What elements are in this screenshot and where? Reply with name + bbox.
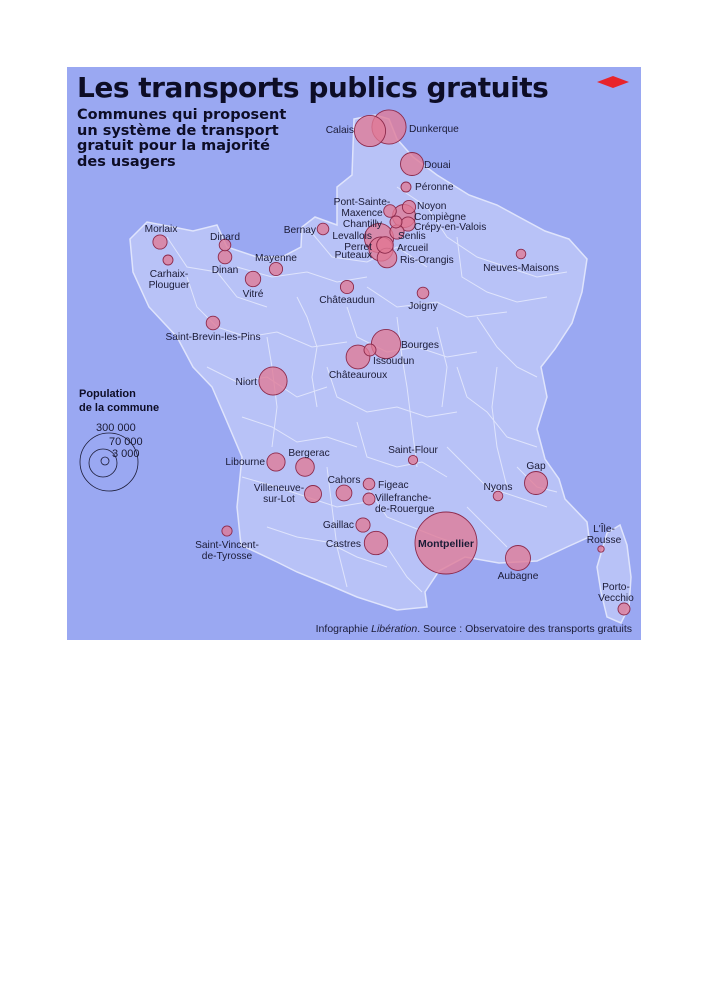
city-label-dinard: Dinard	[209, 232, 241, 243]
legend-circle-small	[101, 457, 109, 465]
city-marker-douai	[401, 153, 424, 176]
city-label-aubagne: Aubagne	[497, 571, 539, 582]
city-marker-vitre	[245, 271, 260, 286]
city-marker-aubagne	[506, 546, 531, 571]
city-label-calais: Calais	[325, 125, 354, 136]
city-marker-gap	[525, 472, 548, 495]
legend-value-300000: 300 000	[96, 422, 136, 434]
credit-prefix: Infographie	[315, 623, 372, 635]
city-label-figeac: Figeac	[378, 480, 409, 491]
city-label-libourne: Libourne	[225, 457, 265, 468]
city-label-puteaux: Puteaux	[334, 250, 372, 261]
credit-publisher: Libération	[371, 623, 418, 635]
city-label-peronne: Péronne	[415, 182, 454, 193]
city-label-bourges: Bourges	[401, 340, 439, 351]
legend-title-line: Population	[79, 388, 136, 400]
city-label-morlaix: Morlaix	[144, 224, 178, 235]
city-label-noyon: Noyon	[417, 201, 447, 212]
city-marker-bourges	[371, 329, 400, 358]
city-label-compiegne: Compiègne	[414, 212, 467, 223]
city-label-gap: Gap	[526, 461, 546, 472]
city-label-ris-orangis: Ris-Orangis	[400, 255, 454, 266]
city-label-pont-sainte-maxence: Pont-Sainte-Maxence	[333, 197, 391, 219]
city-marker-gaillac	[356, 518, 370, 532]
subtitle-line: gratuit pour la majorité	[77, 138, 270, 154]
city-marker-neuves-maisons	[516, 249, 526, 259]
city-marker-dinan	[218, 250, 232, 264]
city-label-saint-flour: Saint-Flour	[388, 445, 438, 456]
subtitle-line: Communes qui proposent	[77, 107, 287, 123]
city-marker-issoudun	[364, 344, 376, 356]
city-marker-figeac	[363, 478, 375, 490]
city-marker-arcueil	[377, 237, 394, 254]
city-label-mayenne: Mayenne	[255, 253, 297, 264]
city-label-l-ile-rousse: L'Île-Rousse	[586, 524, 622, 546]
city-label-nyons: Nyons	[483, 482, 513, 493]
city-label-niort: Niort	[235, 377, 257, 388]
city-label-dinan: Dinan	[211, 265, 239, 276]
city-marker-villefranche-de-rouergue	[363, 493, 375, 505]
credit-suffix: . Source : Observatoire des transports gratuits	[417, 623, 632, 635]
city-marker-carhaix-plouguer	[163, 255, 173, 265]
subtitle-line: un système de transport	[77, 122, 279, 139]
city-marker-chantilly	[390, 216, 402, 228]
city-marker-saint-flour	[408, 455, 417, 464]
city-label-castres: Castres	[325, 539, 361, 550]
city-marker-joigny	[417, 287, 429, 299]
city-label-chantilly: Chantilly	[342, 219, 382, 230]
subtitle-line: des usagers	[77, 153, 176, 170]
city-label-bernay: Bernay	[283, 225, 316, 236]
city-label-porto-vecchio: Porto-Vecchio	[598, 582, 634, 604]
city-marker-libourne	[267, 453, 285, 471]
city-label-montpellier: Montpellier	[417, 538, 475, 550]
map-panel	[67, 67, 641, 640]
city-label-dunkerque: Dunkerque	[409, 124, 459, 135]
city-label-arcueil: Arcueil	[397, 243, 429, 254]
legend-value-70000: 70 000	[109, 436, 143, 448]
city-label-douai: Douai	[424, 160, 451, 171]
city-marker-niort	[259, 367, 287, 395]
city-marker-castres	[364, 531, 387, 554]
city-marker-l-ile-rousse	[598, 546, 604, 552]
page-title: Les transports publics gratuits	[77, 71, 549, 104]
legend-title-line: de la commune	[79, 402, 160, 414]
city-label-villeneuve-sur-lot: Villeneuve-sur-Lot	[253, 483, 305, 505]
city-marker-chateaudun	[340, 280, 353, 293]
city-label-gaillac: Gaillac	[322, 520, 354, 531]
city-marker-bernay	[317, 223, 329, 235]
city-marker-peronne	[401, 182, 411, 192]
city-label-villefranche-de-rouergue: Villefranche-de-Rouergue	[375, 493, 435, 515]
city-marker-mayenne	[269, 262, 282, 275]
city-label-carhaix-plouguer: Carhaix-Plouguer	[148, 269, 190, 291]
city-marker-saint-brevin-les-pins	[206, 316, 220, 330]
city-label-neuves-maisons: Neuves-Maisons	[483, 263, 559, 274]
city-label-vitre: Vitré	[242, 289, 264, 300]
city-label-levallois-perret: Levallois Perret	[332, 231, 372, 253]
city-label-cahors: Cahors	[327, 475, 361, 486]
city-label-bergerac: Bergerac	[288, 448, 330, 459]
city-label-saint-brevin-les-pins: Saint-Brevin-les-Pins	[165, 332, 261, 343]
city-marker-calais	[354, 115, 385, 146]
city-marker-villeneuve-sur-lot	[305, 486, 322, 503]
legend-value-3000: 3 000	[112, 448, 140, 460]
city-label-chateaudun: Châteaudun	[319, 295, 375, 306]
city-label-saint-vincent-de-tyrosse: Saint-Vincent-de-Tyrosse	[195, 540, 259, 562]
brand-diamond-icon	[595, 75, 631, 89]
source-credit	[316, 623, 632, 635]
city-marker-morlaix	[153, 235, 167, 249]
city-label-issoudun: Issoudun	[373, 356, 415, 367]
city-marker-porto-vecchio	[618, 603, 630, 615]
city-label-chateauroux: Châteauroux	[328, 370, 388, 381]
legend-title	[79, 387, 159, 415]
city-label-joigny: Joigny	[408, 301, 438, 312]
city-marker-cahors	[336, 485, 352, 501]
city-label-senlis: Senlis	[398, 231, 426, 242]
map-subtitle	[77, 108, 307, 170]
city-marker-bergerac	[296, 458, 315, 477]
city-marker-saint-vincent-de-tyrosse	[222, 526, 232, 536]
city-label-crepy-en-valois: Crépy-en-Valois	[414, 222, 487, 233]
